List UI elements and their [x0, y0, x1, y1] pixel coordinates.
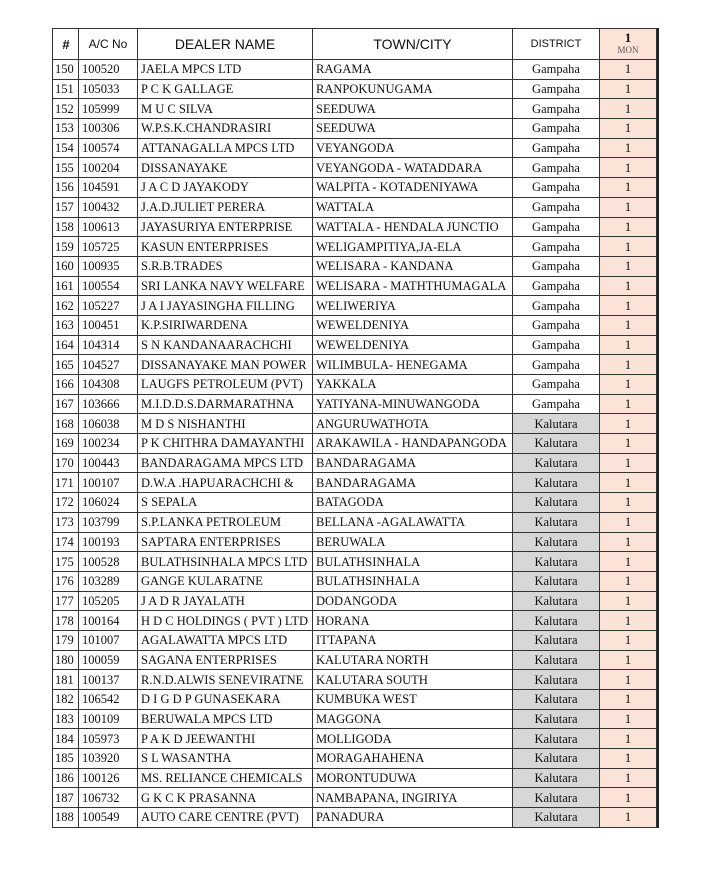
district: Kalutara — [513, 473, 600, 493]
table-row — [53, 394, 657, 414]
town-city: BANDARAGAMA — [313, 453, 513, 473]
dealer-name: S N KANDANAARACHCHI — [138, 335, 313, 355]
district: Kalutara — [513, 532, 600, 552]
district: Kalutara — [513, 709, 600, 729]
town-city: YATIYANA-MINUWANGODA — [313, 394, 513, 414]
mon-value: 1 — [600, 158, 657, 178]
dealer-name: AUTO CARE CENTRE (PVT) — [138, 808, 313, 828]
mon-value: 1 — [600, 138, 657, 158]
row-index: 166 — [53, 375, 79, 395]
town-city: VEYANGODA — [313, 138, 513, 158]
header-day-name: MON — [617, 45, 639, 55]
mon-value: 1 — [600, 79, 657, 99]
row-index: 177 — [53, 591, 79, 611]
row-index: 170 — [53, 453, 79, 473]
row-index: 186 — [53, 768, 79, 788]
town-city: WATTALA - HENDALA JUNCTIO — [313, 217, 513, 237]
dealer-name: JAELA MPCS LTD — [138, 60, 313, 80]
account-number: 100520 — [79, 60, 138, 80]
dealer-name: D.W.A .HAPUARACHCHI & — [138, 473, 313, 493]
dealer-table — [52, 28, 657, 828]
dealer-name: MS. RELIANCE CHEMICALS — [138, 768, 313, 788]
dealer-name: SAGANA ENTERPRISES — [138, 650, 313, 670]
dealer-name: M U C SILVA — [138, 99, 313, 119]
mon-value: 1 — [600, 355, 657, 375]
district: Kalutara — [513, 768, 600, 788]
row-index: 153 — [53, 119, 79, 139]
district: Gampaha — [513, 355, 600, 375]
account-number: 104314 — [79, 335, 138, 355]
account-number: 106024 — [79, 493, 138, 513]
row-index: 188 — [53, 808, 79, 828]
account-number: 100059 — [79, 650, 138, 670]
row-index: 161 — [53, 276, 79, 296]
dealer-name: JAYASURIYA ENTERPRISE — [138, 217, 313, 237]
dealer-name: K.P.SIRIWARDENA — [138, 315, 313, 335]
table-row — [53, 453, 657, 473]
dealer-name: S.P.LANKA PETROLEUM — [138, 512, 313, 532]
account-number: 105033 — [79, 79, 138, 99]
row-index: 179 — [53, 630, 79, 650]
mon-value: 1 — [600, 749, 657, 769]
row-index: 151 — [53, 79, 79, 99]
table-row — [53, 729, 657, 749]
mon-value: 1 — [600, 178, 657, 198]
district: Gampaha — [513, 296, 600, 316]
district: Gampaha — [513, 375, 600, 395]
dealer-name: LAUGFS PETROLEUM (PVT) — [138, 375, 313, 395]
dealer-name: W.P.S.K.CHANDRASIRI — [138, 119, 313, 139]
district: Kalutara — [513, 670, 600, 690]
mon-value: 1 — [600, 414, 657, 434]
mon-value: 1 — [600, 650, 657, 670]
town-city: YAKKALA — [313, 375, 513, 395]
account-number: 100528 — [79, 552, 138, 572]
dealer-name: P A K D JEEWANTHI — [138, 729, 313, 749]
account-number: 103666 — [79, 394, 138, 414]
table-row — [53, 611, 657, 631]
mon-value: 1 — [600, 237, 657, 257]
table-row — [53, 591, 657, 611]
table-row — [53, 99, 657, 119]
row-index: 155 — [53, 158, 79, 178]
table-row — [53, 571, 657, 591]
table-row — [53, 512, 657, 532]
dealer-name: BANDARAGAMA MPCS LTD — [138, 453, 313, 473]
district: Gampaha — [513, 119, 600, 139]
mon-value: 1 — [600, 729, 657, 749]
table-row — [53, 690, 657, 710]
table-row — [53, 473, 657, 493]
mon-value: 1 — [600, 375, 657, 395]
town-city: KALUTARA SOUTH — [313, 670, 513, 690]
mon-value: 1 — [600, 768, 657, 788]
town-city: DODANGODA — [313, 591, 513, 611]
mon-value: 1 — [600, 552, 657, 572]
mon-value: 1 — [600, 630, 657, 650]
dealer-name: H D C HOLDINGS ( PVT ) LTD — [138, 611, 313, 631]
header-dealer-name: DEALER NAME — [138, 29, 313, 60]
district: Kalutara — [513, 630, 600, 650]
district: Kalutara — [513, 552, 600, 572]
account-number: 100613 — [79, 217, 138, 237]
district: Gampaha — [513, 394, 600, 414]
table-row — [53, 237, 657, 257]
town-city: MORONTUDUWA — [313, 768, 513, 788]
table-row — [53, 493, 657, 513]
mon-value: 1 — [600, 709, 657, 729]
account-number: 101007 — [79, 630, 138, 650]
account-number: 106732 — [79, 788, 138, 808]
town-city: BELLANA -AGALAWATTA — [313, 512, 513, 532]
row-index: 164 — [53, 335, 79, 355]
district: Kalutara — [513, 571, 600, 591]
dealer-name: J A D R JAYALATH — [138, 591, 313, 611]
account-number: 100574 — [79, 138, 138, 158]
row-index: 158 — [53, 217, 79, 237]
table-row — [53, 60, 657, 80]
district: Gampaha — [513, 217, 600, 237]
row-index: 159 — [53, 237, 79, 257]
account-number: 105973 — [79, 729, 138, 749]
row-index: 156 — [53, 178, 79, 198]
district: Kalutara — [513, 434, 600, 454]
dealer-name: ATTANAGALLA MPCS LTD — [138, 138, 313, 158]
dealer-name: AGALAWATTA MPCS LTD — [138, 630, 313, 650]
town-city: NAMBAPANA, INGIRIYA — [313, 788, 513, 808]
district: Kalutara — [513, 808, 600, 828]
town-city: KUMBUKA WEST — [313, 690, 513, 710]
table-row — [53, 158, 657, 178]
row-index: 182 — [53, 690, 79, 710]
row-index: 187 — [53, 788, 79, 808]
account-number: 100234 — [79, 434, 138, 454]
district: Gampaha — [513, 99, 600, 119]
town-city: WALPITA - KOTADENIYAWA — [313, 178, 513, 198]
dealer-name: J.A.D.JULIET PERERA — [138, 197, 313, 217]
row-index: 157 — [53, 197, 79, 217]
account-number: 100549 — [79, 808, 138, 828]
dealer-name: S SEPALA — [138, 493, 313, 513]
table-row — [53, 296, 657, 316]
dealer-name: R.N.D.ALWIS SENEVIRATNE — [138, 670, 313, 690]
header-day — [600, 29, 657, 60]
dealer-name: SAPTARA ENTERPRISES — [138, 532, 313, 552]
mon-value: 1 — [600, 315, 657, 335]
town-city: WATTALA — [313, 197, 513, 217]
row-index: 162 — [53, 296, 79, 316]
district: Kalutara — [513, 690, 600, 710]
account-number: 105725 — [79, 237, 138, 257]
mon-value: 1 — [600, 571, 657, 591]
mon-value: 1 — [600, 99, 657, 119]
table-row — [53, 79, 657, 99]
town-city: SEEDUWA — [313, 99, 513, 119]
table-row — [53, 375, 657, 395]
district: Kalutara — [513, 729, 600, 749]
account-number: 100306 — [79, 119, 138, 139]
town-city: BERUWALA — [313, 532, 513, 552]
dealer-name: DISSANAYAKE — [138, 158, 313, 178]
account-number: 103920 — [79, 749, 138, 769]
row-index: 180 — [53, 650, 79, 670]
table-row — [53, 355, 657, 375]
dealer-name: SRI LANKA NAVY WELFARE — [138, 276, 313, 296]
row-index: 171 — [53, 473, 79, 493]
town-city: BANDARAGAMA — [313, 473, 513, 493]
account-number: 106542 — [79, 690, 138, 710]
district: Gampaha — [513, 276, 600, 296]
town-city: SEEDUWA — [313, 119, 513, 139]
town-city: WEWELDENIYA — [313, 315, 513, 335]
table-row — [53, 434, 657, 454]
table-row — [53, 276, 657, 296]
account-number: 105205 — [79, 591, 138, 611]
row-index: 160 — [53, 256, 79, 276]
dealer-name: M.I.D.D.S.DARMARATHNA — [138, 394, 313, 414]
mon-value: 1 — [600, 60, 657, 80]
town-city: VEYANGODA - WATADDARA — [313, 158, 513, 178]
town-city: BULATHSINHALA — [313, 571, 513, 591]
row-index: 176 — [53, 571, 79, 591]
mon-value: 1 — [600, 611, 657, 631]
table-body — [53, 60, 657, 828]
account-number: 100554 — [79, 276, 138, 296]
account-number: 104308 — [79, 375, 138, 395]
mon-value: 1 — [600, 296, 657, 316]
town-city: HORANA — [313, 611, 513, 631]
row-index: 175 — [53, 552, 79, 572]
town-city: WEWELDENIYA — [313, 335, 513, 355]
dealer-name: S L WASANTHA — [138, 749, 313, 769]
district: Kalutara — [513, 611, 600, 631]
table-row — [53, 630, 657, 650]
table-row — [53, 256, 657, 276]
district: Gampaha — [513, 60, 600, 80]
town-city: MAGGONA — [313, 709, 513, 729]
table-row — [53, 178, 657, 198]
town-city: BATAGODA — [313, 493, 513, 513]
table-row — [53, 788, 657, 808]
town-city: RANPOKUNUGAMA — [313, 79, 513, 99]
dealer-name: P C K GALLAGE — [138, 79, 313, 99]
table-row — [53, 414, 657, 434]
row-index: 183 — [53, 709, 79, 729]
mon-value: 1 — [600, 434, 657, 454]
table-row — [53, 670, 657, 690]
account-number: 100451 — [79, 315, 138, 335]
table-row — [53, 650, 657, 670]
dealer-name: GANGE KULARATNE — [138, 571, 313, 591]
row-index: 185 — [53, 749, 79, 769]
header-row — [53, 29, 657, 60]
table-row — [53, 808, 657, 828]
account-number: 105227 — [79, 296, 138, 316]
row-index: 174 — [53, 532, 79, 552]
district: Gampaha — [513, 197, 600, 217]
table-row — [53, 552, 657, 572]
header-account: A/C No — [79, 29, 138, 60]
header-town-city: TOWN/CITY — [313, 29, 513, 60]
account-number: 100935 — [79, 256, 138, 276]
dealer-name: J A I JAYASINGHA FILLING — [138, 296, 313, 316]
table-row — [53, 119, 657, 139]
table-row — [53, 335, 657, 355]
town-city: WELISARA - KANDANA — [313, 256, 513, 276]
account-number: 103289 — [79, 571, 138, 591]
table-row — [53, 197, 657, 217]
account-number: 100109 — [79, 709, 138, 729]
table-row — [53, 709, 657, 729]
dealer-name: KASUN ENTERPRISES — [138, 237, 313, 257]
town-city: ITTAPANA — [313, 630, 513, 650]
district: Kalutara — [513, 493, 600, 513]
district: Gampaha — [513, 237, 600, 257]
town-city: ANGURUWATHOTA — [313, 414, 513, 434]
town-city: WILIMBULA- HENEGAMA — [313, 355, 513, 375]
account-number: 100443 — [79, 453, 138, 473]
town-city: MOLLIGODA — [313, 729, 513, 749]
account-number: 100137 — [79, 670, 138, 690]
row-index: 152 — [53, 99, 79, 119]
row-index: 154 — [53, 138, 79, 158]
district: Gampaha — [513, 79, 600, 99]
row-index: 181 — [53, 670, 79, 690]
dealer-name: G K C K PRASANNA — [138, 788, 313, 808]
header-index: # — [53, 29, 79, 60]
account-number: 100164 — [79, 611, 138, 631]
row-index: 150 — [53, 60, 79, 80]
mon-value: 1 — [600, 197, 657, 217]
town-city: RAGAMA — [313, 60, 513, 80]
district: Kalutara — [513, 512, 600, 532]
mon-value: 1 — [600, 473, 657, 493]
district: Kalutara — [513, 650, 600, 670]
dealer-name: S.R.B.TRADES — [138, 256, 313, 276]
mon-value: 1 — [600, 256, 657, 276]
account-number: 103799 — [79, 512, 138, 532]
mon-value: 1 — [600, 788, 657, 808]
district: Gampaha — [513, 158, 600, 178]
mon-value: 1 — [600, 276, 657, 296]
dealer-name: BULATHSINHALA MPCS LTD — [138, 552, 313, 572]
mon-value: 1 — [600, 670, 657, 690]
header-day-number: 1 — [624, 30, 632, 45]
town-city: MORAGAHAHENA — [313, 749, 513, 769]
town-city: KALUTARA NORTH — [313, 650, 513, 670]
account-number: 105999 — [79, 99, 138, 119]
account-number: 104527 — [79, 355, 138, 375]
table-row — [53, 315, 657, 335]
district: Gampaha — [513, 178, 600, 198]
row-index: 165 — [53, 355, 79, 375]
row-index: 163 — [53, 315, 79, 335]
town-city: WELIGAMPITIYA,JA-ELA — [313, 237, 513, 257]
mon-value: 1 — [600, 335, 657, 355]
mon-value: 1 — [600, 690, 657, 710]
table-row — [53, 749, 657, 769]
row-index: 178 — [53, 611, 79, 631]
dealer-name: J A C D JAYAKODY — [138, 178, 313, 198]
mon-value: 1 — [600, 493, 657, 513]
district: Kalutara — [513, 749, 600, 769]
row-index: 172 — [53, 493, 79, 513]
district: Kalutara — [513, 788, 600, 808]
account-number: 100204 — [79, 158, 138, 178]
header-district: DISTRICT — [513, 29, 600, 60]
table-row — [53, 532, 657, 552]
account-number: 106038 — [79, 414, 138, 434]
district: Gampaha — [513, 138, 600, 158]
town-city: WELIWERIYA — [313, 296, 513, 316]
dealer-name: M D S NISHANTHI — [138, 414, 313, 434]
account-number: 100193 — [79, 532, 138, 552]
row-index: 173 — [53, 512, 79, 532]
account-number: 104591 — [79, 178, 138, 198]
dealer-name: D I G D P GUNASEKARA — [138, 690, 313, 710]
district: Kalutara — [513, 414, 600, 434]
district: Gampaha — [513, 256, 600, 276]
mon-value: 1 — [600, 808, 657, 828]
town-city: PANADURA — [313, 808, 513, 828]
dealer-name: BERUWALA MPCS LTD — [138, 709, 313, 729]
mon-value: 1 — [600, 453, 657, 473]
mon-value: 1 — [600, 119, 657, 139]
mon-value: 1 — [600, 512, 657, 532]
dealer-name: P K CHITHRA DAMAYANTHI — [138, 434, 313, 454]
row-index: 168 — [53, 414, 79, 434]
row-index: 184 — [53, 729, 79, 749]
account-number: 100107 — [79, 473, 138, 493]
district: Gampaha — [513, 315, 600, 335]
mon-value: 1 — [600, 217, 657, 237]
district: Kalutara — [513, 591, 600, 611]
town-city: BULATHSINHALA — [313, 552, 513, 572]
row-index: 167 — [53, 394, 79, 414]
dealer-name: DISSANAYAKE MAN POWER — [138, 355, 313, 375]
mon-value: 1 — [600, 532, 657, 552]
town-city: ARAKAWILA - HANDAPANGODA — [313, 434, 513, 454]
table-row — [53, 138, 657, 158]
account-number: 100126 — [79, 768, 138, 788]
table-row — [53, 768, 657, 788]
mon-value: 1 — [600, 394, 657, 414]
table-row — [53, 217, 657, 237]
dealer-table-sheet — [52, 28, 659, 828]
town-city: WELISARA - MATHTHUMAGALA — [313, 276, 513, 296]
district: Kalutara — [513, 453, 600, 473]
row-index: 169 — [53, 434, 79, 454]
mon-value: 1 — [600, 591, 657, 611]
account-number: 100432 — [79, 197, 138, 217]
district: Gampaha — [513, 335, 600, 355]
